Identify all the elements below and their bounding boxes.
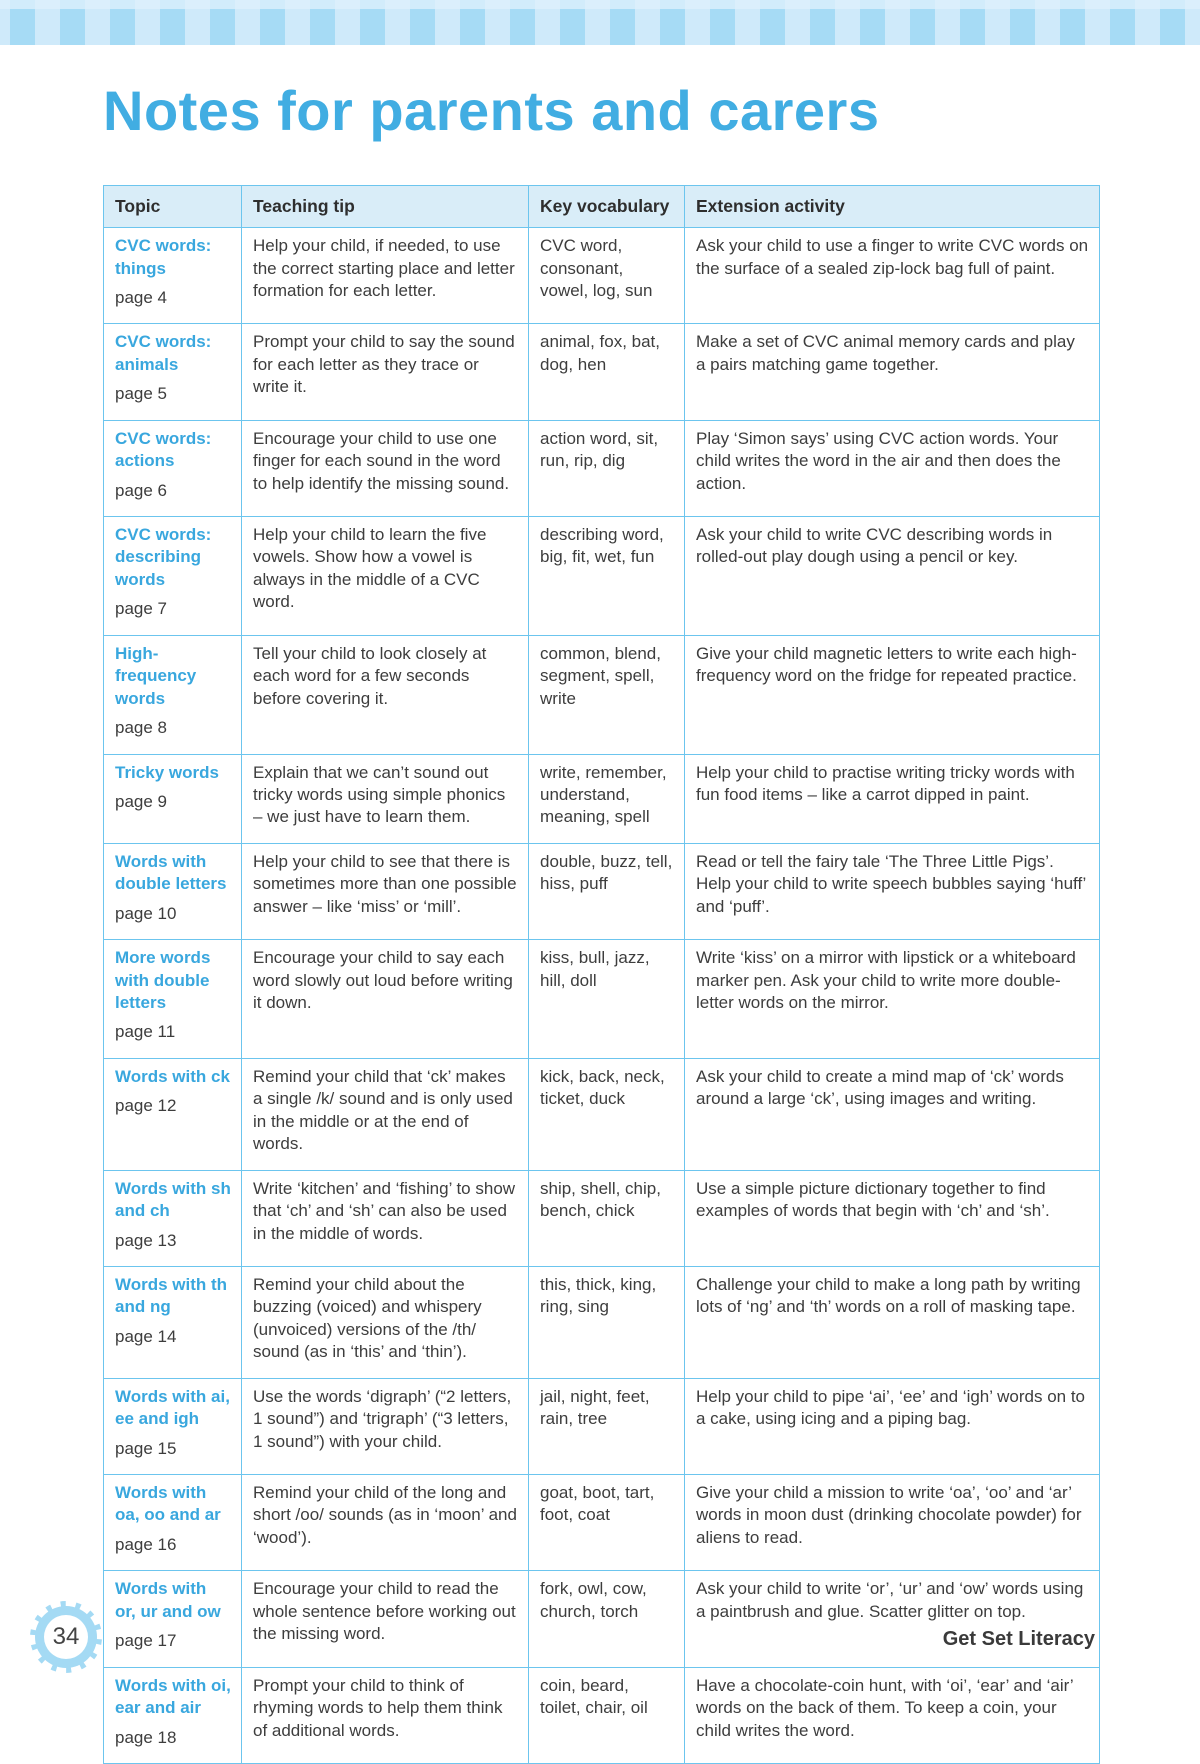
topic-cell [104, 1475, 242, 1571]
column-header-key-vocabulary: Key vocabulary [529, 186, 685, 228]
topic-title: Words with sh and ch [115, 1178, 231, 1221]
topic-cell [104, 420, 242, 516]
topic-cell [104, 940, 242, 1059]
key-vocabulary-cell: this, thick, king, ring, sing [529, 1266, 685, 1378]
table-row [104, 1667, 1100, 1763]
extension-activity-cell: Make a set of CVC animal memory cards and play a pairs matching game together. [685, 324, 1100, 420]
topic-page-ref: page 11 [115, 1022, 176, 1042]
key-vocabulary-cell: double, buzz, tell, hiss, puff [529, 843, 685, 939]
extension-activity-cell: Play ‘Simon says’ using CVC action words. Your child writes the word in the air and then does the action. [685, 420, 1100, 516]
key-vocabulary-cell: action word, sit, run, rip, dig [529, 420, 685, 516]
teaching-tip-cell: Explain that we can’t sound out tricky words using simple phonics – we just have to learn them. [242, 754, 529, 843]
table-row [104, 940, 1100, 1059]
extension-activity-cell: Use a simple picture dictionary together to find examples of words that begin with ‘ch’ and ‘sh’. [685, 1170, 1100, 1266]
table-row [104, 1058, 1100, 1170]
table-row [104, 754, 1100, 843]
teaching-tip-cell: Encourage your child to say each word slowly out loud before writing it down. [242, 940, 529, 1059]
topic-page-ref: page 6 [115, 480, 167, 500]
topic-cell [104, 1266, 242, 1378]
page-number-badge [30, 1601, 102, 1673]
topic-page-ref: page 16 [115, 1534, 177, 1554]
key-vocabulary-cell: write, remember, understand, meaning, spell [529, 754, 685, 843]
topic-page-ref: page 7 [115, 599, 167, 619]
topic-cell [104, 635, 242, 754]
topic-title: Words with oi, ear and air [115, 1675, 231, 1718]
topic-page-ref: page 9 [115, 791, 167, 811]
column-header-extension-activity: Extension activity [685, 186, 1100, 228]
table-row [104, 1378, 1100, 1474]
topic-title: CVC words: things [115, 236, 212, 278]
table-row [104, 517, 1100, 636]
teaching-tip-cell: Encourage your child to use one finger for each sound in the word to help identify the missing sound. [242, 420, 529, 516]
teaching-tip-cell: Help your child to see that there is sometimes more than one possible answer – like ‘miss’ or ‘mill’. [242, 843, 529, 939]
topic-page-ref: page 17 [115, 1631, 177, 1651]
key-vocabulary-cell: describing word, big, fit, wet, fun [529, 517, 685, 636]
footer-brand: Get Set Literacy [942, 1628, 1095, 1650]
key-vocabulary-cell: CVC word, consonant, vowel, log, sun [529, 228, 685, 324]
key-vocabulary-cell: kick, back, neck, ticket, duck [529, 1058, 685, 1170]
teaching-tip-cell: Use the words ‘digraph’ (“2 letters, 1 sound”) and ‘trigraph’ (“3 letters, 1 sound”) with your child. [242, 1378, 529, 1474]
notes-table [103, 185, 1100, 1764]
extension-activity-cell: Give your child a mission to write ‘oa’, ‘oo’ and ‘ar’ words in moon dust (drinking chocolate powder) for aliens to read. [685, 1475, 1100, 1571]
topic-title: CVC words: animals [115, 332, 212, 374]
topic-page-ref: page 14 [115, 1326, 177, 1346]
teaching-tip-cell: Remind your child of the long and short /oo/ sounds (as in ‘moon’ and ‘wood’). [242, 1475, 529, 1571]
extension-activity-cell: Challenge your child to make a long path by writing lots of ‘ng’ and ‘th’ words on a roll of masking tape. [685, 1266, 1100, 1378]
topic-cell [104, 1170, 242, 1266]
topic-cell [104, 1058, 242, 1170]
topic-cell [104, 1378, 242, 1474]
table-row [104, 1571, 1100, 1667]
column-header-topic: Topic [104, 186, 242, 228]
table-row [104, 635, 1100, 754]
table-header-row [104, 186, 1100, 228]
table-row [104, 228, 1100, 324]
table-row [104, 843, 1100, 939]
key-vocabulary-cell: jail, night, feet, rain, tree [529, 1378, 685, 1474]
topic-title: High-frequency words [115, 643, 197, 708]
topic-title: Words with oa, oo and ar [115, 1483, 221, 1525]
teaching-tip-cell: Remind your child about the buzzing (voiced) and whispery (unvoiced) versions of the /th/ sound (as in ‘this’ and ‘thin’). [242, 1266, 529, 1378]
extension-activity-cell: Ask your child to write CVC describing words in rolled-out play dough using a pencil or key. [685, 517, 1100, 636]
topic-title: Words with double letters [115, 851, 227, 894]
topic-cell [104, 754, 242, 843]
teaching-tip-cell: Tell your child to look closely at each word for a few seconds before covering it. [242, 635, 529, 754]
topic-page-ref: page 4 [115, 287, 167, 307]
table-row [104, 420, 1100, 516]
topic-page-ref: page 10 [115, 903, 177, 923]
teaching-tip-cell: Encourage your child to read the whole sentence before working out the missing word. [242, 1571, 529, 1667]
topic-cell [104, 517, 242, 636]
topic-cell [104, 1571, 242, 1667]
extension-activity-cell: Write ‘kiss’ on a mirror with lipstick or a whiteboard marker pen. Ask your child to write more double-letter words on the mirror. [685, 940, 1100, 1059]
column-header-teaching-tip: Teaching tip [242, 186, 529, 228]
table-row [104, 1475, 1100, 1571]
topic-page-ref: page 13 [115, 1230, 177, 1250]
teaching-tip-cell: Remind your child that ‘ck’ makes a single /k/ sound and is only used in the middle or at the end of words. [242, 1058, 529, 1170]
key-vocabulary-cell: ship, shell, chip, bench, chick [529, 1170, 685, 1266]
extension-activity-cell: Help your child to pipe ‘ai’, ‘ee’ and ‘igh’ words on to a cake, using icing and a piping bag. [685, 1378, 1100, 1474]
topic-title: Words with ck [115, 1066, 230, 1086]
teaching-tip-cell: Write ‘kitchen’ and ‘fishing’ to show that ‘ch’ and ‘sh’ can also be used in the middle of words. [242, 1170, 529, 1266]
topic-title: CVC words: describing words [115, 525, 212, 589]
teaching-tip-cell: Help your child to learn the five vowels. Show how a vowel is always in the middle of a CVC word. [242, 517, 529, 636]
topic-page-ref: page 12 [115, 1096, 177, 1116]
page-title: Notes for parents and carers [103, 79, 880, 142]
topic-page-ref: page 8 [115, 718, 167, 738]
key-vocabulary-cell: common, blend, segment, spell, write [529, 635, 685, 754]
extension-activity-cell: Ask your child to create a mind map of ‘ck’ words around a large ‘ck’, using images and writing. [685, 1058, 1100, 1170]
extension-activity-cell: Ask your child to write ‘or’, ‘ur’ and ‘ow’ words using a paintbrush and glue. Scatter glitter on top. [685, 1571, 1100, 1667]
topic-title: Words with ai, ee and igh [115, 1386, 230, 1429]
extension-activity-cell: Have a chocolate-coin hunt, with ‘oi’, ‘ear’ and ‘air’ words on the back of them. To keep a coin, your child writes the word. [685, 1667, 1100, 1763]
topic-page-ref: page 5 [115, 384, 167, 404]
page-number: 34 [44, 1615, 88, 1659]
key-vocabulary-cell: coin, beard, toilet, chair, oil [529, 1667, 685, 1763]
teaching-tip-cell: Prompt your child to say the sound for each letter as they trace or write it. [242, 324, 529, 420]
topic-title: Tricky words [115, 762, 219, 782]
topic-title: Words with or, ur and ow [115, 1579, 221, 1621]
topic-cell [104, 843, 242, 939]
topic-title: More words with double letters [115, 948, 211, 1013]
table-row [104, 1266, 1100, 1378]
topic-title: CVC words: actions [115, 428, 212, 471]
key-vocabulary-cell: animal, fox, bat, dog, hen [529, 324, 685, 420]
topic-cell [104, 1667, 242, 1763]
decorative-striped-band [0, 0, 1200, 45]
topic-page-ref: page 15 [115, 1438, 177, 1458]
teaching-tip-cell: Help your child, if needed, to use the correct starting place and letter formation for each letter. [242, 228, 529, 324]
table-row [104, 1170, 1100, 1266]
extension-activity-cell: Read or tell the fairy tale ‘The Three Little Pigs’. Help your child to write speech bubbles saying ‘huff’ and ‘puff’. [685, 843, 1100, 939]
topic-cell [104, 228, 242, 324]
topic-page-ref: page 18 [115, 1727, 177, 1747]
extension-activity-cell: Help your child to practise writing tricky words with fun food items – like a carrot dipped in paint. [685, 754, 1100, 843]
extension-activity-cell: Ask your child to use a finger to write CVC words on the surface of a sealed zip-lock bag full of paint. [685, 228, 1100, 324]
key-vocabulary-cell: goat, boot, tart, foot, coat [529, 1475, 685, 1571]
key-vocabulary-cell: fork, owl, cow, church, torch [529, 1571, 685, 1667]
topic-title: Words with th and ng [115, 1274, 228, 1317]
teaching-tip-cell: Prompt your child to think of rhyming words to help them think of additional words. [242, 1667, 529, 1763]
topic-cell [104, 324, 242, 420]
table-row [104, 324, 1100, 420]
extension-activity-cell: Give your child magnetic letters to write each high-frequency word on the fridge for repeated practice. [685, 635, 1100, 754]
key-vocabulary-cell: kiss, bull, jazz, hill, doll [529, 940, 685, 1059]
